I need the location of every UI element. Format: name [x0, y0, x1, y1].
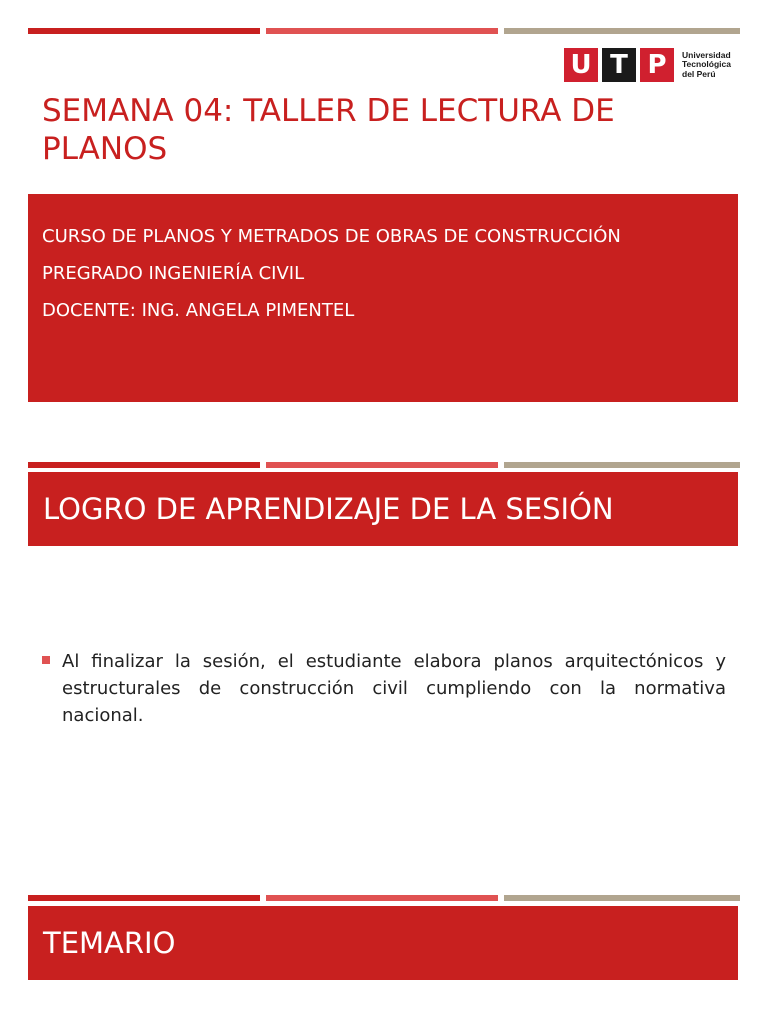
logo-letter-p: P: [640, 48, 674, 82]
agenda-header: [28, 906, 738, 980]
list-item: [42, 648, 726, 729]
logo-letter-u: U: [564, 48, 598, 82]
instructor-name: DOCENTE: ING. ANGELA PIMENTEL: [42, 300, 355, 321]
section-heading: LOGRO DE APRENDIZAJE DE LA SESIÓN: [43, 492, 614, 526]
logo-wordmark: Universidad Tecnológica del Perú: [682, 49, 731, 79]
bullet-square-icon: [42, 656, 50, 664]
logo-letter-t: T: [602, 48, 636, 82]
decorative-stripe: [28, 28, 740, 34]
section-heading: TEMARIO: [43, 926, 176, 960]
bullet-text: Al finalizar la sesión, el estudiante elabora planos arquitectónicos y estructurales de construcción civil cumpliendo con la normativa nacional.: [62, 651, 726, 726]
slide-title: SEMANA 04: TALLER DE LECTURA DE PLANOS: [42, 93, 615, 167]
course-name: CURSO DE PLANOS Y METRADOS DE OBRAS DE CONSTRUCCIÓN: [42, 226, 621, 247]
learning-goal-header: [28, 472, 738, 546]
decorative-stripe: [28, 895, 740, 901]
decorative-stripe: [28, 462, 740, 468]
program-name: PREGRADO INGENIERÍA CIVIL: [42, 263, 305, 284]
course-info-panel: [28, 194, 738, 402]
utp-logo: [564, 48, 731, 82]
